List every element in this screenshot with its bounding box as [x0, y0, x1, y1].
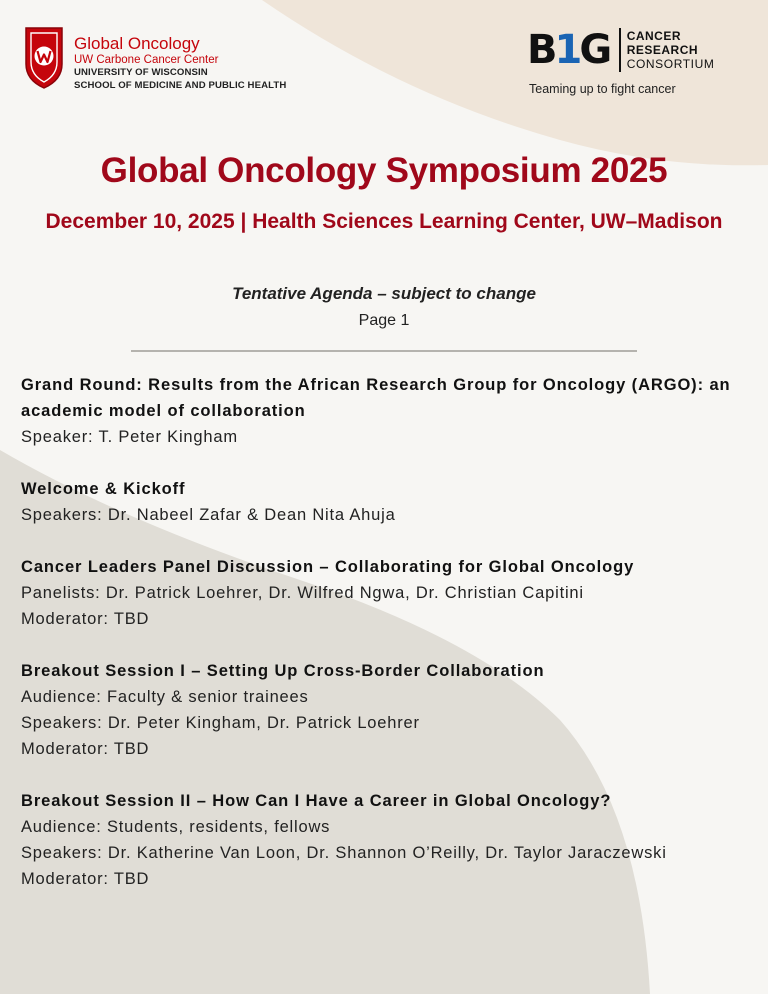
session-audience: Audience: Students, residents, fellows [21, 818, 331, 836]
page-number: Page 1 [358, 312, 410, 329]
big-ten-cancer-research-consortium-logo[interactable] [527, 28, 714, 96]
session-speakers: Speakers: Dr. Nabeel Zafar & Dean Nita Ahuja [21, 506, 396, 524]
session-title: Grand Round: Results from the African Research Group for Oncology (ARGO): an academic model of collaboration [21, 376, 731, 420]
session-title: Welcome & Kickoff [21, 480, 186, 498]
uw-logo-school: SCHOOL OF MEDICINE AND PUBLIC HEALTH [74, 79, 287, 91]
session-speaker: Speaker: T. Peter Kingham [21, 428, 238, 446]
tentative-agenda-note: Tentative Agenda – subject to change [232, 284, 536, 303]
session-panelists: Panelists: Dr. Patrick Loehrer, Dr. Wilfred Ngwa, Dr. Christian Capitini [21, 584, 584, 602]
big-ten-tagline: Teaming up to fight cancer [529, 82, 676, 96]
uw-crest-icon [22, 24, 66, 90]
big-ten-word-consortium: CONSORTIUM [626, 57, 715, 71]
big-ten-mark: B1G [527, 27, 610, 73]
agenda-item-welcome [21, 476, 741, 528]
big-ten-word-cancer: CANCER [626, 29, 682, 43]
agenda-item-breakout-2 [21, 788, 741, 892]
session-title: Cancer Leaders Panel Discussion – Collaborating for Global Oncology [21, 558, 635, 576]
session-title: Breakout Session II – How Can I Have a Career in Global Oncology? [21, 792, 612, 810]
session-moderator: Moderator: TBD [21, 870, 150, 888]
agenda-list [21, 372, 741, 918]
divider [131, 350, 637, 352]
agenda-item-panel-discussion [21, 554, 741, 632]
session-moderator: Moderator: TBD [21, 740, 150, 758]
event-date-location: December 10, 2025 | Health Sciences Learning Center, UW–Madison [45, 210, 723, 233]
uw-logo-subtitle: UW Carbone Cancer Center [74, 54, 219, 66]
agenda-item-grand-round [21, 372, 741, 450]
uw-logo-title: Global Oncology [74, 34, 200, 53]
session-title: Breakout Session I – Setting Up Cross-Border Collaboration [21, 662, 545, 680]
logo-divider [619, 28, 621, 72]
event-title: Global Oncology Symposium 2025 [100, 151, 668, 190]
session-speakers: Speakers: Dr. Katherine Van Loon, Dr. Shannon O’Reilly, Dr. Taylor Jaraczewski [21, 844, 667, 862]
uw-global-oncology-logo[interactable] [22, 24, 286, 92]
uw-logo-university: UNIVERSITY OF WISCONSIN [74, 67, 208, 78]
big-ten-word-research: RESEARCH [626, 43, 699, 57]
session-audience: Audience: Faculty & senior trainees [21, 688, 309, 706]
session-moderator: Moderator: TBD [21, 610, 150, 628]
agenda-item-breakout-1 [21, 658, 741, 762]
session-speakers: Speakers: Dr. Peter Kingham, Dr. Patrick Loehrer [21, 714, 420, 732]
